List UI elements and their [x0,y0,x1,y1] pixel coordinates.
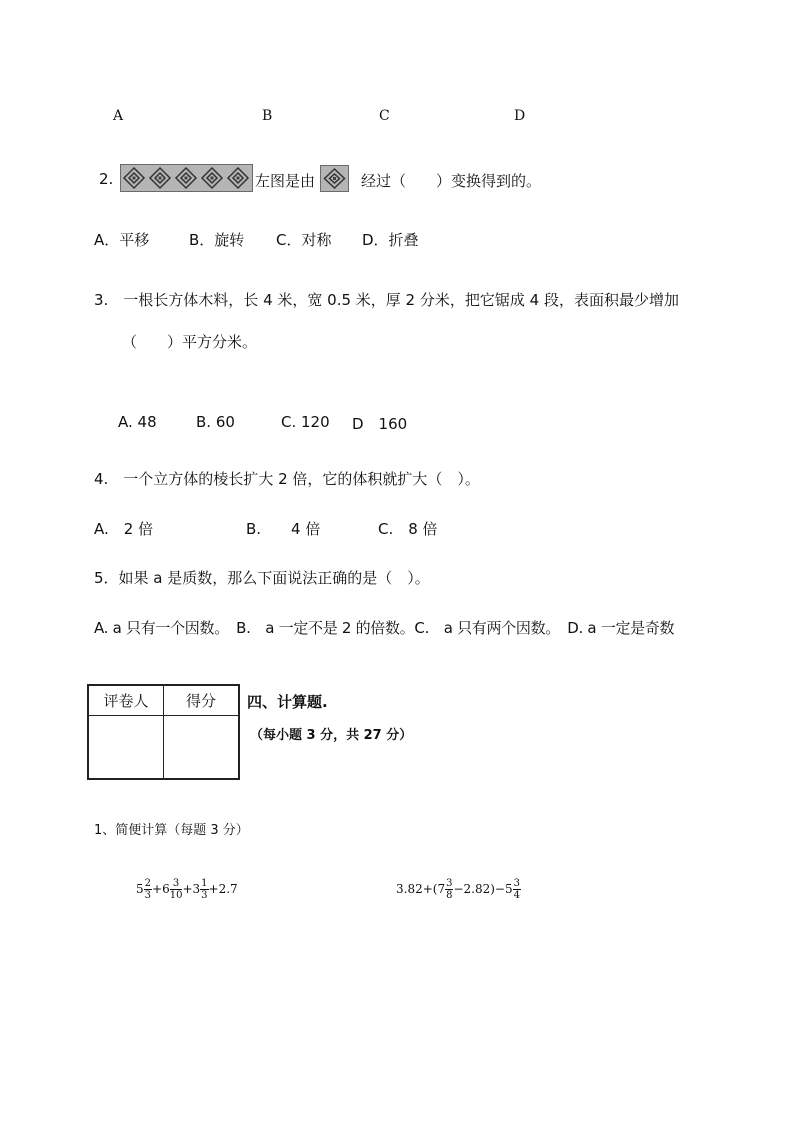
q3-line1: 3. 一根长方体木料，长 4 米，宽 0.5 米，厚 2 分米，把它锯成 4 段，表面积最少增加 [94,291,679,309]
expr1-op-1: +6 [152,882,170,896]
q4-option-b: B. 4 倍 [246,520,321,538]
expr1-fraction-3 [200,878,208,901]
expr1-whole-1: 5 [136,882,144,896]
expr2-numerator-1: 3 [446,878,453,889]
choice-label-d: D [514,108,526,124]
expr1-denominator-1: 3 [144,890,152,901]
expr1-numerator-1: 2 [144,878,152,889]
q5-options: A. a 只有一个因数。 B. a 一定不是 2 的倍数。C. a 只有两个因数。 D. a 一定是奇数 [94,619,675,637]
score-table-header-score: 得分 [164,685,240,716]
q2-text-part2: 经过（ ）变换得到的。 [361,172,542,190]
diamond-pattern-strip-icon [120,164,253,192]
q2-option-a: A．平移 [94,231,150,249]
q2-number: 2. [99,170,114,188]
expr1-op-2: +3 [182,882,201,896]
expr2-fraction-2 [513,878,521,901]
expr2-mid: −2.82)−5 [453,882,513,896]
q2-option-c: C．对称 [276,231,332,249]
expr1-fraction-2 [170,878,183,901]
q3-option-a: A. 48 [118,413,157,431]
expr2-numerator-2: 3 [513,878,520,889]
q4-option-c: C. 8 倍 [378,520,438,538]
expr1-numerator-2: 3 [170,878,183,890]
expr2-denominator-2: 4 [513,890,520,901]
diamond-pattern-unit-icon [320,165,349,192]
q2-option-b: B．旋转 [189,231,245,249]
q3-option-c: C. 120 [281,413,330,431]
q2-option-d: D．折叠 [362,231,419,249]
expr1-numerator-3: 1 [201,878,208,889]
calc-heading: 1、简便计算（每题 3 分） [94,823,249,838]
expr2-head: 3.82+(7 [396,882,446,896]
choice-label-a: A [113,108,124,124]
expr2-denominator-1: 8 [446,890,453,901]
score-table-grader-cell[interactable] [88,716,164,780]
expr1-tail: +2.7 [208,882,238,896]
q4-option-a: A. 2 倍 [94,520,154,538]
section4-title: 四、计算题. [247,693,328,711]
calc-expression-2 [396,878,521,901]
q3-line2: （ ）平方分米。 [122,333,258,351]
score-table-header-grader: 评卷人 [88,685,164,716]
score-table [87,684,240,780]
q2-text-part1: 左图是由 [255,172,316,190]
choice-label-b: B [262,108,273,124]
choice-label-c: C [379,108,390,124]
expr1-fraction-1 [144,878,152,901]
expr1-denominator-2: 10 [169,890,183,901]
q4-text: 4. 一个立方体的棱长扩大 2 倍，它的体积就扩大（ ）。 [94,470,480,488]
section4-subtitle: （每小题 3 分，共 27 分） [250,728,413,743]
calc-expression-1 [136,878,238,901]
q3-option-b: B. 60 [196,413,235,431]
q3-option-d: D 160 [352,415,408,433]
score-table-score-cell[interactable] [164,716,240,780]
expr1-denominator-3: 3 [201,890,208,901]
q5-text: 5．如果 a 是质数，那么下面说法正确的是（ ）。 [94,569,430,587]
